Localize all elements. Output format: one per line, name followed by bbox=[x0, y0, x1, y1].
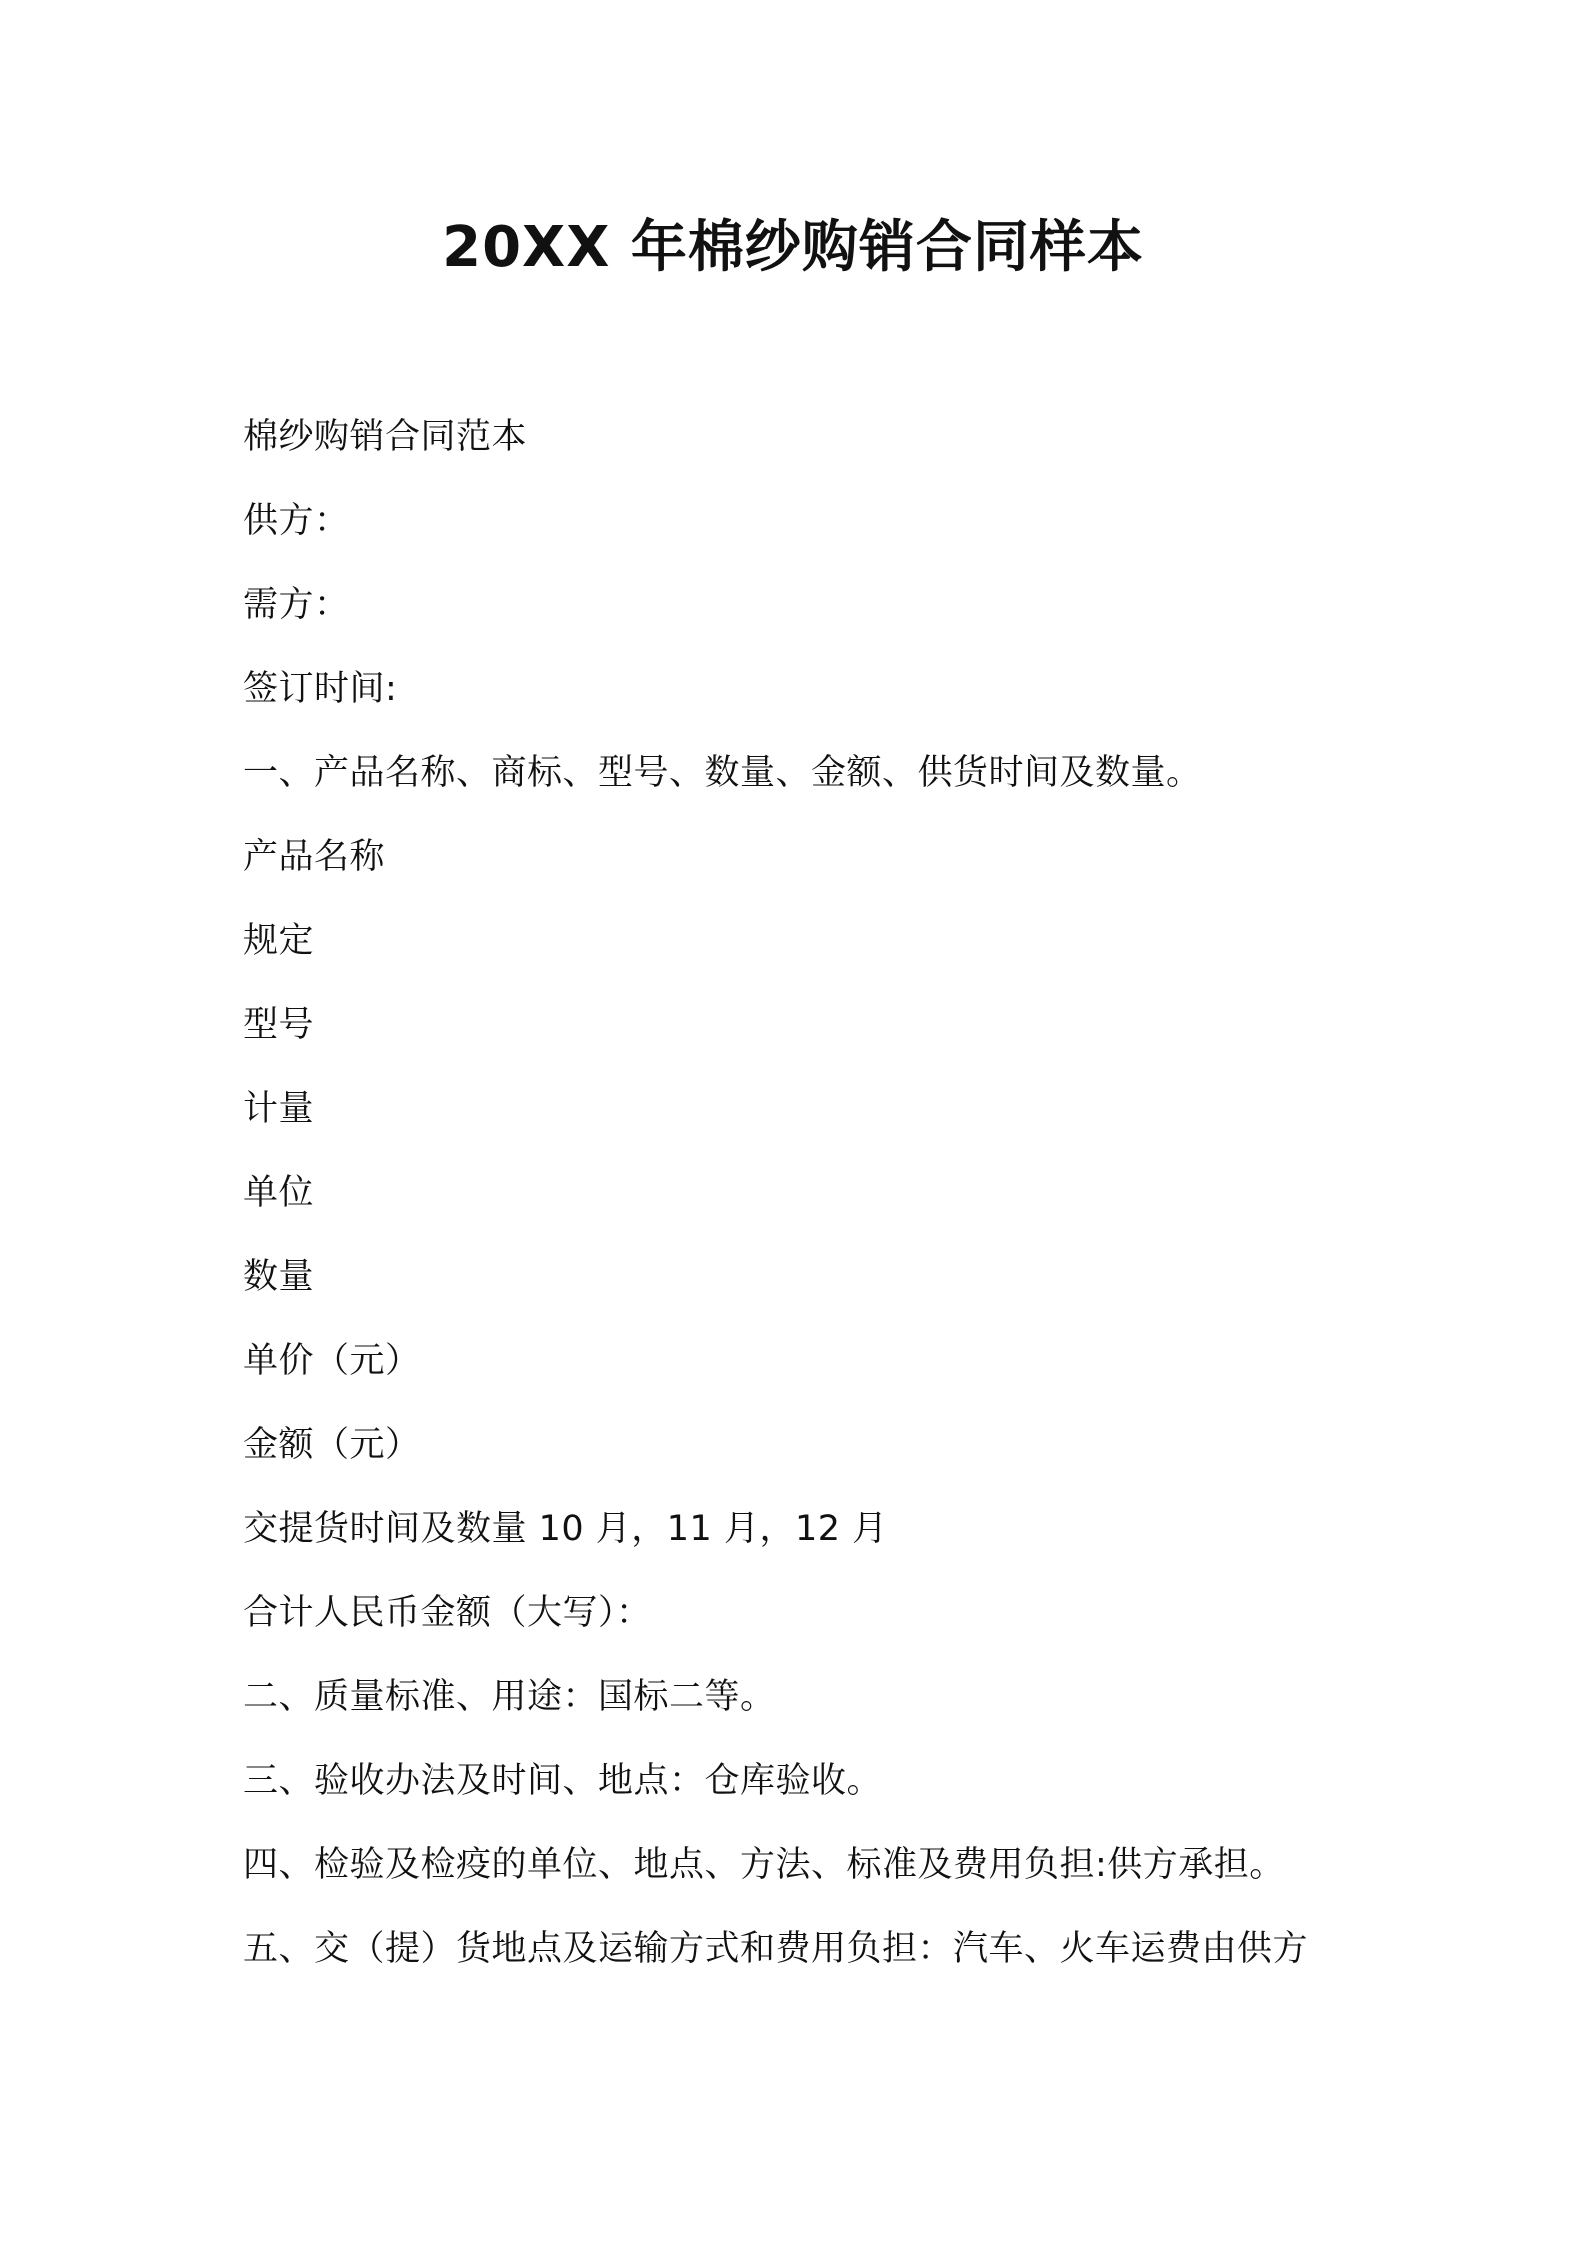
section-4-line: 四、检验及检疫的单位、地点、方法、标准及费用负担:供方承担。 bbox=[243, 1845, 1285, 1885]
field-amount: 金额（元） bbox=[243, 1425, 421, 1465]
delivery-schedule-line: 交提货时间及数量 10 月，11 月，12 月 bbox=[243, 1509, 888, 1549]
field-specification: 规定 bbox=[243, 921, 315, 961]
field-unit: 单位 bbox=[243, 1173, 315, 1213]
supplier-line: 供方： bbox=[243, 501, 350, 541]
document-title: 20XX 年棉纱购销合同样本 bbox=[442, 215, 1144, 280]
field-product-name: 产品名称 bbox=[243, 837, 386, 877]
document-subtitle: 棉纱购销合同范本 bbox=[243, 417, 528, 457]
section-1-heading: 一、产品名称、商标、型号、数量、金额、供货时间及数量。 bbox=[243, 753, 1202, 793]
document-body bbox=[243, 402, 1443, 1998]
field-model: 型号 bbox=[243, 1005, 315, 1045]
section-2-line: 二、质量标准、用途：国标二等。 bbox=[243, 1677, 776, 1717]
total-amount-line: 合计人民币金额（大写）： bbox=[243, 1593, 652, 1633]
field-measurement: 计量 bbox=[243, 1089, 315, 1129]
buyer-line: 需方： bbox=[243, 585, 350, 625]
field-unit-price: 单价（元） bbox=[243, 1341, 421, 1381]
field-quantity: 数量 bbox=[243, 1257, 315, 1297]
section-5-line: 五、交（提）货地点及运输方式和费用负担：汽车、火车运费由供方 bbox=[243, 1929, 1309, 1969]
signing-date-line: 签订时间: bbox=[243, 669, 398, 709]
section-3-line: 三、验收办法及时间、地点：仓库验收。 bbox=[243, 1761, 883, 1801]
